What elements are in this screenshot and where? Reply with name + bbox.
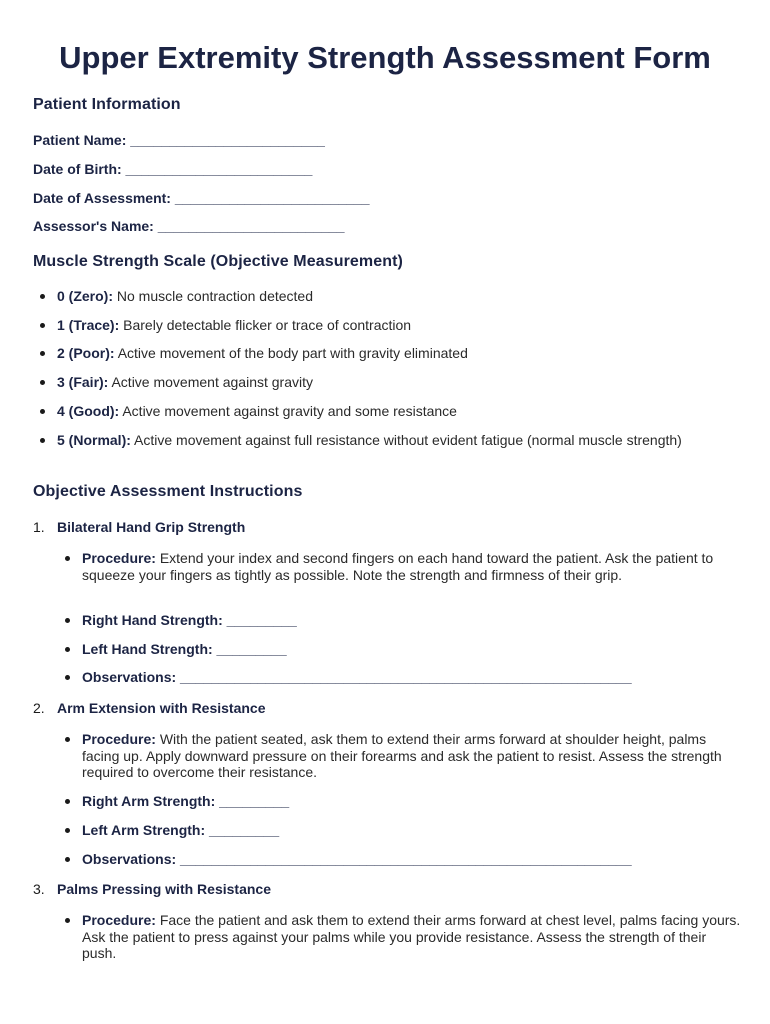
scale-item-4 [57,403,717,420]
section-1-observations-field[interactable] [82,669,742,686]
assessor-name-field[interactable]: Assessor's Name: ________________________ [33,218,345,234]
scale-label: 1 (Trace): [57,317,120,333]
scale-heading: Muscle Strength Scale (Objective Measurement) [33,253,403,270]
section-number: 3. [33,881,45,897]
section-1-title [33,519,246,535]
field-text: Right Hand Strength: _________ [82,612,297,628]
bullet-dot [65,828,70,833]
scale-item-3 [57,374,717,391]
bullet-dot [65,799,70,804]
section-title-text: Bilateral Hand Grip Strength [57,519,246,535]
field-text: Left Hand Strength: _________ [82,641,287,657]
bullet-dot [40,380,45,385]
bullet-dot [65,675,70,680]
bullet-dot [40,351,45,356]
field-text: Observations: __________________________________________________________ [82,669,632,685]
procedure-label: Procedure: [82,912,156,928]
date-of-birth-field[interactable]: Date of Birth: ________________________ [33,161,313,177]
bullet-dot [65,556,70,561]
field-text: Left Arm Strength: _________ [82,822,280,838]
scale-label: 0 (Zero): [57,288,113,304]
bullet-dot [40,294,45,299]
instructions-heading: Objective Assessment Instructions [33,483,303,500]
patient-name-field[interactable]: Patient Name: _________________________ [33,132,325,148]
field-text: Right Arm Strength: _________ [82,793,290,809]
scale-text: Active movement of the body part with gravity eliminated [117,345,468,361]
procedure-text: With the patient seated, ask them to extend their arms forward at shoulder height, palms facing up. Apply downward pressure on their forearms and ask the patient to resist. Assess the strength required to overcome their resistance. [82,731,722,780]
section-1-right-field[interactable] [82,612,742,629]
scale-text: Barely detectable flicker or trace of contraction [123,317,412,333]
section-number: 2. [33,700,45,716]
scale-text: Active movement against gravity [111,374,313,390]
procedure-text: Face the patient and ask them to extend their arms forward at chest level, palms facing yours. Ask the patient to press against your palms while you provide resistance. Assess the strength of their push. [82,912,741,961]
bullet-dot [65,918,70,923]
field-text: Observations: __________________________________________________________ [82,851,632,867]
section-title-text: Palms Pressing with Resistance [57,881,271,897]
bullet-dot [40,323,45,328]
scale-label: 3 (Fair): [57,374,109,390]
section-2-observations-field[interactable] [82,851,742,868]
section-title-text: Arm Extension with Resistance [57,700,266,716]
scale-item-1 [57,317,717,334]
bullet-dot [65,618,70,623]
section-2-procedure [82,731,742,781]
procedure-label: Procedure: [82,731,156,747]
scale-item-5 [57,432,717,449]
bullet-dot [40,438,45,443]
section-1-left-field[interactable] [82,641,742,658]
bullet-dot [40,409,45,414]
bullet-dot [65,647,70,652]
section-2-left-field[interactable] [82,822,742,839]
section-3-title [33,881,271,897]
procedure-text: Extend your index and second fingers on each hand toward the patient. Ask the patient to squeeze your fingers as tightly as possible. Note the strength and firmness of their grip. [82,550,714,583]
procedure-label: Procedure: [82,550,156,566]
section-3-procedure [82,912,742,962]
scale-label: 2 (Poor): [57,345,115,361]
scale-text: Active movement against full resistance without evident fatigue (normal muscle strength) [134,432,682,448]
scale-text: No muscle contraction detected [116,288,313,304]
scale-text: Active movement against gravity and some resistance [122,403,457,419]
section-1-procedure [82,550,742,583]
section-2-right-field[interactable] [82,793,742,810]
section-2-title [33,700,266,716]
date-of-assessment-field[interactable]: Date of Assessment: _________________________ [33,190,370,206]
scale-item-2 [57,345,717,362]
scale-label: 4 (Good): [57,403,120,419]
section-number: 1. [33,519,45,535]
patient-info-heading: Patient Information [33,96,181,113]
bullet-dot [65,857,70,862]
scale-item-0 [57,288,717,305]
bullet-dot [65,737,70,742]
page-title: Upper Extremity Strength Assessment Form [59,40,711,75]
scale-label: 5 (Normal): [57,432,131,448]
